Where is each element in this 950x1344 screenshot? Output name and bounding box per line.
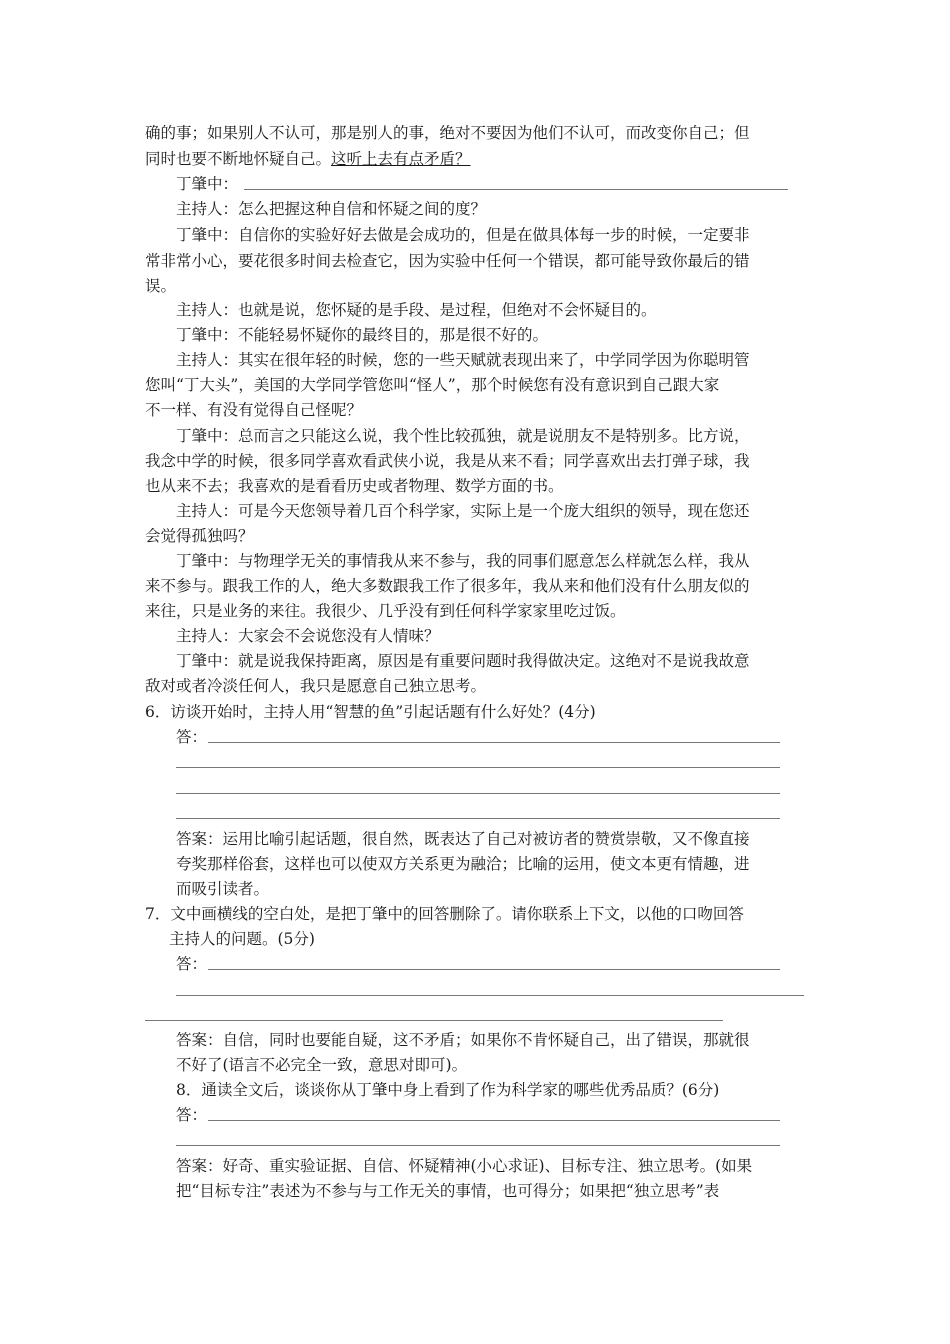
text-line: 来往，只是业务的来往。我很少、几乎没有到任何科学家家里吃过饭。 <box>145 602 626 620</box>
text-line: 丁肇中：自信你的实验好好去做是会成功的，但是在做具体每一步的时候，一定要非 <box>176 226 750 244</box>
question-7: 7．文中画横线的空白处，是把丁肇中的回答删除了。请你联系上下文，以他的口吻回答 <box>145 905 744 923</box>
text-line: 主持人：大家会不会说您没有人情味？ <box>176 627 440 645</box>
answer-key: 答案：运用比喻引起话题，很自然，既表达了自己对被访者的赞赏崇敬，又不像直接 <box>176 830 750 848</box>
underlined-question: 这听上去有点矛盾？ <box>331 150 471 168</box>
text-line: 主持人：其实在很年轻的时候，您的一些天赋就表现出来了，中学同学因为你聪明管 <box>176 351 750 369</box>
answer-line[interactable] <box>208 1120 780 1121</box>
answer-line[interactable] <box>176 818 780 819</box>
answer-label: 答： <box>176 728 208 746</box>
speaker-label: 丁肇中： <box>176 175 239 193</box>
text-line: 会觉得孤独吗？ <box>145 527 254 545</box>
answer-key: 不好了(语言不必完全一致，意思对即可)。 <box>176 1056 468 1074</box>
answer-label: 答： <box>176 955 208 973</box>
text-line: 丁肇中：与物理学无关的事情我从来不参与，我的同事们愿意怎么样就怎么样，我从 <box>176 552 750 570</box>
text-line: 也从来不去；我喜欢的是看看历史或者物理、数学方面的书。 <box>145 477 564 495</box>
question-8: 8．通读全文后，谈谈你从丁肇中身上看到了作为科学家的哪些优秀品质？(6分) <box>176 1081 720 1099</box>
text-line: 丁肇中：总而言之只能这么说，我个性比较孤独，就是说朋友不是特别多。比方说， <box>176 427 750 445</box>
question-7-cont: 主持人的问题。(5分) <box>169 930 315 948</box>
answer-line[interactable] <box>176 1145 780 1146</box>
answer-key: 夸奖那样俗套，这样也可以使双方关系更为融洽；比喻的运用，使文本更有情趣，进 <box>176 855 750 873</box>
answer-key: 答案：好奇、重实验证据、自信、怀疑精神(小心求证)、目标专注、独立思考。(如果 <box>176 1157 753 1175</box>
blank-answer-line[interactable] <box>244 189 788 190</box>
answer-line[interactable] <box>145 1020 723 1021</box>
text-line: 误。 <box>145 277 177 295</box>
text-line <box>145 146 471 172</box>
text-line: 敌对或者冷淡任何人，我只是愿意自己独立思考。 <box>145 677 487 695</box>
text-line: 确的事；如果别人不认可，那是别人的事，绝对不要因为他们不认可，而改变你自己；但 <box>145 124 750 142</box>
question-6: 6．访谈开始时，主持人用“智慧的鱼”引起话题有什么好处？(4分) <box>145 703 596 721</box>
answer-line[interactable] <box>208 742 780 743</box>
answer-key: 而吸引读者。 <box>176 880 270 898</box>
answer-label: 答： <box>176 1106 208 1124</box>
answer-key: 把“目标专注”表述为不参与与工作无关的事情，也可得分；如果把“独立思考”表 <box>176 1182 720 1200</box>
text-line: 不一样、有没有觉得自己怪呢？ <box>145 401 363 419</box>
text-line: 丁肇中：就是说我保持距离，原因是有重要问题时我得做决定。这绝对不是说我故意 <box>176 652 750 670</box>
answer-line[interactable] <box>176 767 780 768</box>
answer-line[interactable] <box>176 995 804 996</box>
text-line: 我念中学的时候，很多同学喜欢看武侠小说，我是从来不看；同学喜欢出去打弹子球，我 <box>145 452 750 470</box>
text-line: 主持人：怎么把握这种自信和怀疑之间的度？ <box>176 200 487 218</box>
text-span: 同时也要不断地怀疑自己。 <box>145 150 332 168</box>
answer-line[interactable] <box>208 969 780 970</box>
text-line: 来不参与。跟我工作的人，绝大多数跟我工作了很多年，我从来和他们没有什么朋友似的 <box>145 577 750 595</box>
text-line: 您叫“丁大头”，美国的大学同学管您叫“怪人”，那个时候您有没有意识到自己跟大家 <box>145 376 720 394</box>
text-line: 主持人：可是今天您领导着几百个科学家，实际上是一个庞大组织的领导，现在您还 <box>176 502 750 520</box>
text-line: 主持人：也就是说，您怀疑的是手段、是过程，但绝对不会怀疑目的。 <box>176 301 657 319</box>
answer-key: 答案：自信，同时也要能自疑，这不矛盾；如果你不肯怀疑自己，出了错误，那就很 <box>176 1031 750 1049</box>
text-line: 常非常小心，要花很多时间去检查它，因为实验中任何一个错误，都可能导致你最后的错 <box>145 252 750 270</box>
answer-line[interactable] <box>176 793 780 794</box>
text-line: 丁肇中：不能轻易怀疑你的最终目的，那是很不好的。 <box>176 326 549 344</box>
